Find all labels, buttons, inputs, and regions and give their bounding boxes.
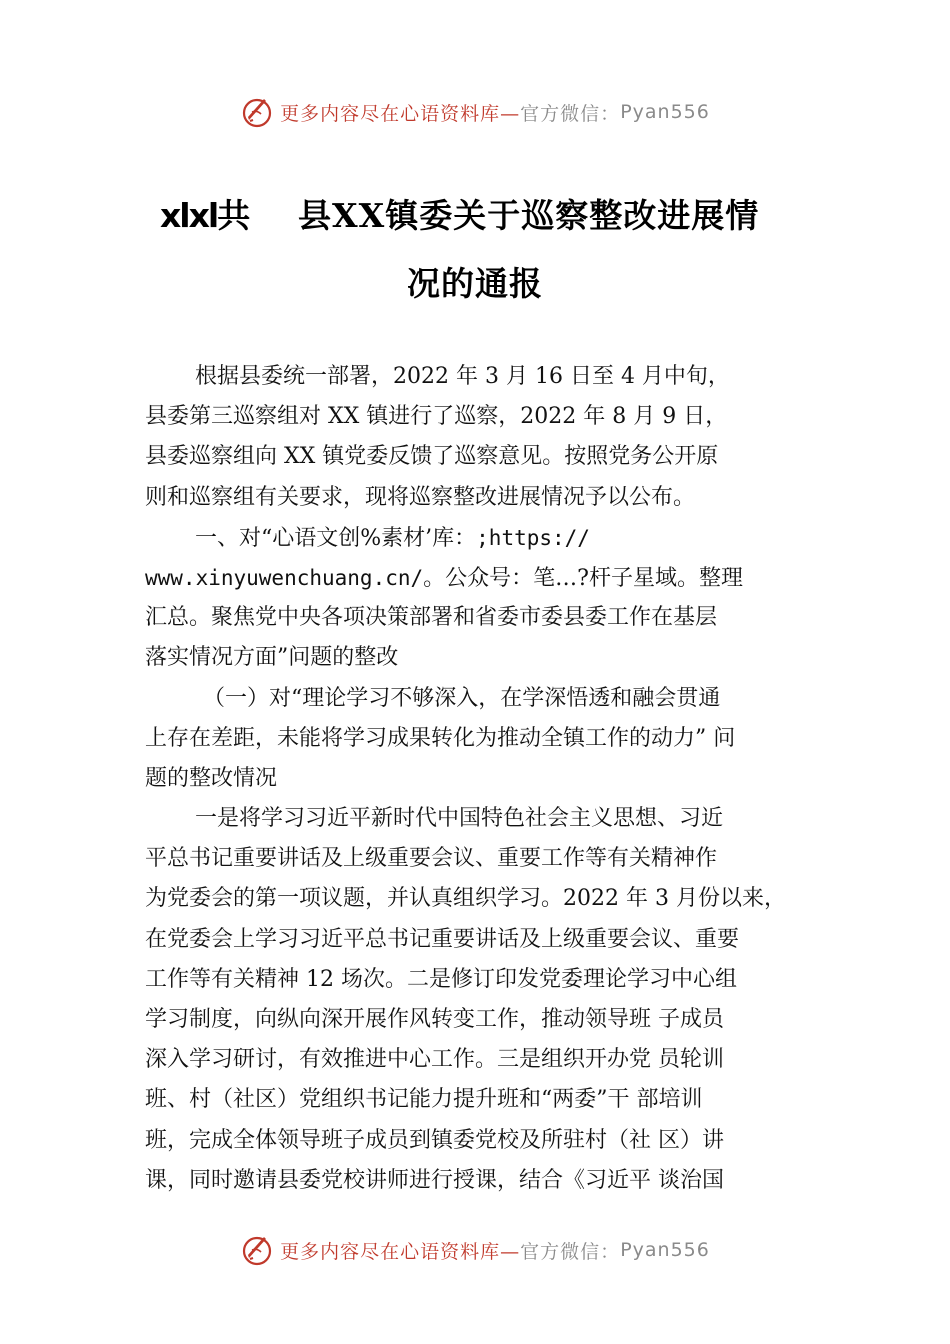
paragraph-line: 工作等有关精神 12 场次。二是修订印发党委理论学习中心组 [145,966,737,992]
section-heading-line [145,518,845,558]
quill-seal-icon [240,1233,274,1267]
paragraph-line: 根据县委统一部署，2022 年 3 月 16 日至 4 月中旬， [195,364,730,389]
document-title-line2: 况的通报 [407,264,543,303]
section-heading-line [145,558,845,598]
section-heading-prefix: 一、对“心语文创%素材’库： [195,525,477,551]
quill-seal-icon [240,95,274,129]
paragraph-line: 县委第三巡察组对 XX 镇进行了巡察，2022 年 8 月 9 日， [145,404,728,430]
paragraph-line: 在党委会上学习习近平总书记重要讲话及上级重要会议、重要 [145,926,740,952]
subsection-heading-line: 题的整改情况 [145,765,278,791]
banner-contact-label: 官方微信： [520,1240,621,1263]
banner-brand: 更多内容尽在心语资料库— [280,102,521,125]
section-heading-line: 落实情况方面”问题的整改 [145,645,399,671]
section-heading-line: 汇总。聚焦党中央各项决策部署和省委市委县委工作在基层 [145,605,718,631]
paragraph-line: 则和巡察组有关要求，现将巡察整改进展情况予以公布。 [145,484,696,510]
section-heading-rest: 。公众号：笔…?杆子星域。整理 [423,565,743,591]
header-banner [0,95,950,129]
paragraph-line: 学习制度，向纵向深开展作风转变工作，推动领导班 子成员 [145,1007,724,1032]
subsection-heading-line: 上存在差距，未能将学习成果转化为推动全镇工作的动力” 问 [145,725,736,751]
paragraph-line: 平总书记重要讲话及上级重要会议、重要工作等有关精神作 [145,846,718,872]
paragraph-line: 班，完成全体领导班子成员到镇委党校及所驻村（社 区）讲 [145,1127,724,1153]
paragraph-line: 一是将学习习近平新时代中国特色社会主义思想、习近 [195,806,724,832]
paragraph-line: 为党委会的第一项议题，并认真组织学习。2022 年 3 月份以来， [145,886,786,912]
subsection-heading-line: （一）对“理论学习不够深入，在学深悟透和融会贯通 [203,685,721,711]
banner-contact-label: 官方微信： [520,102,621,125]
paragraph-line: 县委巡察组向 XX 镇党委反馈了巡察意见。按照党务公开原 [145,444,719,470]
banner-brand: 更多内容尽在心语资料库— [280,1240,521,1263]
banner-contact-id: Pyan556 [620,101,710,123]
paragraph-line: 课，同时邀请县委党校讲师进行授课，结合《习近平 谈治国 [145,1167,724,1193]
url-fragment: ;https:// [476,525,590,550]
paragraph-line: 深入学习研讨，有效推进中心工作。三是组织开办党 员轮训 [145,1047,724,1073]
document-body [145,357,845,1201]
title-main: 县XX镇委关于巡察整改进展情 [298,196,760,235]
title-prefix: xlxl共 [160,196,249,235]
footer-banner [0,1233,950,1267]
url-link: www.xinyuwenchuang.cn/ [145,565,424,590]
paragraph-line: 班、村（社区）党组织书记能力提升班和“两委”干 部培训 [145,1087,703,1113]
banner-contact-id: Pyan556 [620,1239,710,1261]
